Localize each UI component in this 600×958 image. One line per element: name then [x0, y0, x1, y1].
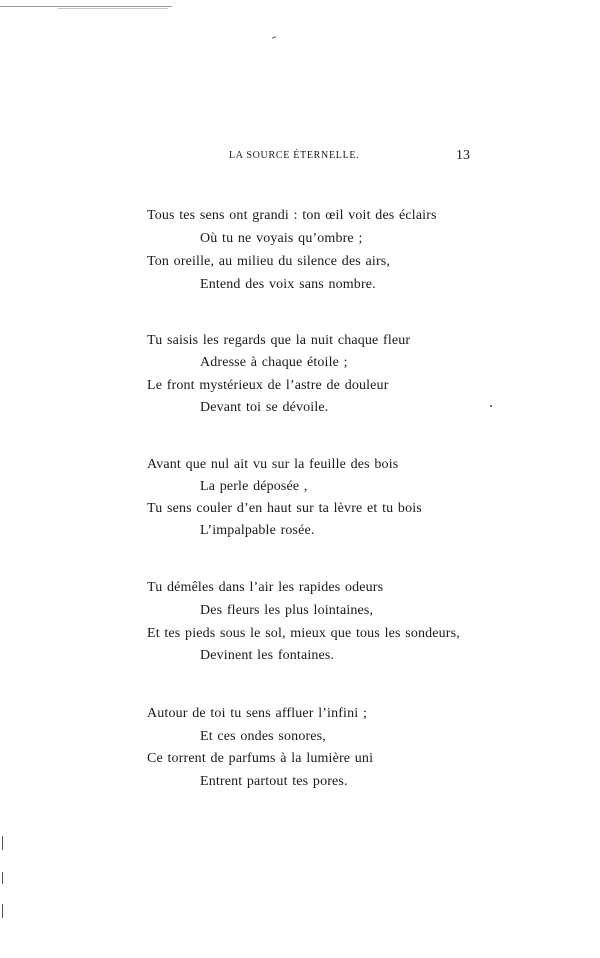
verse-line: Tous tes sens ont grandi : ton œil voit des éclairs	[147, 208, 437, 223]
edge-mark	[2, 904, 3, 918]
page-number: 13	[456, 148, 470, 163]
verse-line: Où tu ne voyais qu’ombre ;	[200, 231, 363, 246]
edge-mark	[2, 872, 3, 884]
verse-line: Et ces ondes sonores,	[200, 729, 326, 744]
edge-mark	[2, 836, 3, 850]
verse-line: Entend des voix sans nombre.	[200, 277, 376, 292]
verse-line: Tu sens couler d’en haut sur ta lèvre et tu bois	[147, 501, 422, 516]
ink-speck	[490, 405, 492, 407]
verse-line: Tu démêles dans l’air les rapides odeurs	[147, 580, 384, 595]
verse-line: Entrent partout tes pores.	[200, 774, 348, 789]
verse-line: Des fleurs les plus lointaines,	[200, 603, 374, 618]
verse-line: La perle déposée ,	[200, 479, 308, 494]
verse-line: Avant que nul ait vu sur la feuille des bois	[147, 457, 399, 472]
verse-line: Adresse à chaque étoile ;	[200, 355, 348, 370]
running-title: LA SOURCE ÉTERNELLE.	[229, 150, 360, 161]
verse-line: Ce torrent de parfums à la lumière uni	[147, 751, 374, 766]
page-header	[0, 148, 600, 168]
verse-line: Ton oreille, au milieu du silence des airs,	[147, 254, 391, 269]
verse-line: Le front mystérieux de l’astre de douleur	[147, 378, 389, 393]
top-edge-rule-faint	[58, 8, 168, 9]
verse-line: Devant toi se dévoile.	[200, 400, 329, 415]
verse-line: L’impalpable rosée.	[200, 523, 315, 538]
top-edge-rule	[0, 6, 172, 7]
verse-line: Tu saisis les regards que la nuit chaque fleur	[147, 333, 411, 348]
verse-line: Devinent les fontaines.	[200, 648, 335, 663]
ink-speck	[272, 36, 276, 39]
verse-line: Et tes pieds sous le sol, mieux que tous les sondeurs,	[147, 626, 460, 641]
verse-line: Autour de toi tu sens affluer l’infini ;	[147, 706, 367, 721]
